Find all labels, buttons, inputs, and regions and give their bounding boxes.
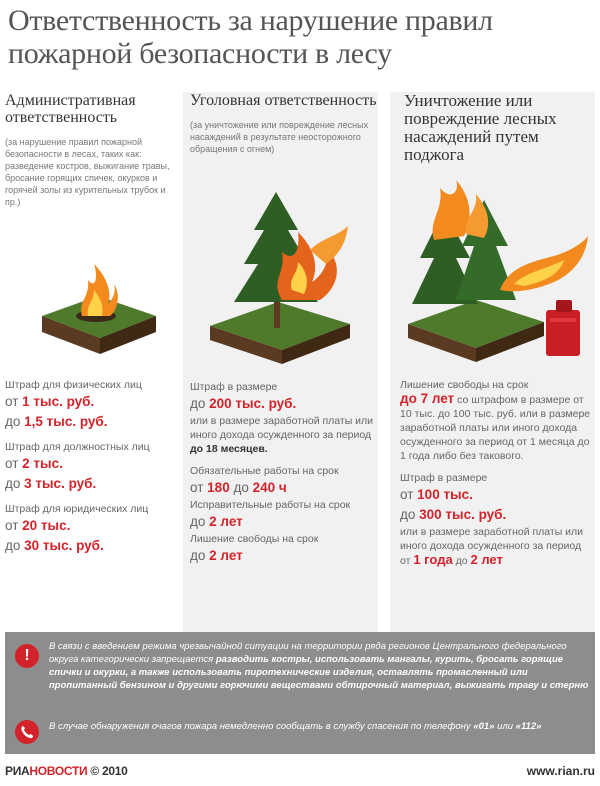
ria-novosti-logo [5,760,127,782]
mandatory-to: 240 ч [252,480,287,495]
column-arson [398,92,594,174]
campfire-illustration [38,258,158,368]
fine-to: 300 тыс. руб. [419,507,507,522]
fine-label: Штраф в размере [400,472,488,484]
arson-penalties [400,378,592,568]
to-word: до [5,476,21,491]
to-word: до [190,514,206,529]
column-criminal [190,92,380,161]
column-administrative [5,92,177,214]
column-title: Уничтожение или повреждение лесных насаждений путем поджога [404,91,557,164]
prison-rest: со штрафом в размере от 10 тыс. до 100 тыс. руб. или в размере заработной платы или иного дохода осужденного за период от 1 месяца до 1 года либо без такового. [400,394,591,462]
burning-tree-illustration [200,190,365,365]
prison-label: Лишение свободы на срок [190,533,319,545]
phone-text-plain: В случае обнаружения очагов пожара немедленно сообщать в службу спасения по телефону [49,721,471,732]
copyright: © 2010 [90,764,128,778]
to-word: до [190,396,206,411]
from-word: от [5,518,19,533]
from-word: от [5,456,19,471]
mandatory-work-label: Обязательные работы на срок [190,465,339,477]
ban-notice [15,640,589,710]
fine-legal-from: 20 тыс. [22,518,71,533]
logo-novosti: НОВОСТИ [29,764,88,778]
ban-text [49,640,589,692]
logo-ria: РИА [5,764,30,778]
salary-text: или в размере заработной платы или иного дохода осужденного за период [400,526,584,552]
to-word: до [455,555,468,567]
column-title: Уголовная ответственность [190,92,377,109]
phone-or: или [497,721,514,732]
site-link[interactable]: www.rian.ru [526,764,595,778]
fine-physical-from: 1 тыс. руб. [22,394,95,409]
exclamation-icon: ! [15,644,39,668]
fine-label: Штраф в размере [190,381,278,393]
column-note: (за нарушение правил пожарной безопасности в лесах, таких как: разведение костров, выжигание травы, бросание горящих спичек, окурков и горячей золы из курительных трубок и пр.) [5,137,170,207]
fine-officials-to: 3 тыс. руб. [24,476,97,491]
warning-panel [5,632,595,754]
criminal-penalties [190,380,380,566]
to-word: до [5,538,21,553]
corrective-to: 2 лет [209,514,243,529]
corrective-work-label: Исправительные работы на срок [190,499,351,511]
forest-fire-gas-can-illustration [404,180,594,375]
phone-number-112: «112» [515,721,542,732]
administrative-fines [5,378,180,556]
ban-text-plain: В связи с введением режима чрезвычайной ситуации на территории ряда регионов Центрального федерального округа категорически запрещается [49,641,567,665]
column-note: (за уничтожение или повреждение лесных насаждений в результате неосторожного обращения с огнем) [190,120,369,154]
column-title: Административная ответственность [5,92,136,126]
salary-text: или в размере заработной платы или иного дохода осужденного за период [190,415,374,441]
footer [5,760,595,782]
fine-physical-to: 1,5 тыс. руб. [24,414,108,429]
fine-label-legal: Штраф для юридических лиц [5,503,149,515]
to-word: до [190,548,206,563]
to-word: до [400,507,416,522]
from-word: от [5,394,19,409]
page-title: Ответственность за нарушение правил пожарной безопасности в лесу [8,4,493,70]
phone-text [49,720,589,733]
prison-to: 2 лет [209,548,243,563]
salary-period: до 18 месяцев. [190,443,268,455]
to-word: до [233,480,249,495]
mandatory-from: 180 [207,480,230,495]
fine-amount: 200 тыс. руб. [209,396,297,411]
fine-label-physical: Штраф для физических лиц [5,379,142,391]
to-word: до [5,414,21,429]
fine-from: 100 тыс. [417,487,473,502]
period-to: 2 лет [470,552,503,567]
from-word: от [400,555,411,567]
period-from: 1 года [413,552,453,567]
prison-term: до 7 лет [400,391,455,406]
phone-number-01: «01» [473,721,495,732]
phone-notice [15,718,585,748]
from-word: от [400,487,414,502]
from-word: от [190,480,204,495]
prison-label: Лишение свободы на срок [400,379,529,391]
fine-label-officials: Штраф для должностных лиц [5,441,150,453]
fine-legal-to: 30 тыс. руб. [24,538,104,553]
phone-icon [15,720,39,744]
ban-text-bold: разводить костры, использовать мангалы, курить, бросать горящие спички и окурки, а также использовать пиротехнические изделия, оставлять промасленный или пропитанный бензином и другими горючими веществами обтирочный материал, выжигать траву и стерню [49,654,589,691]
fine-officials-from: 2 тыс. [22,456,63,471]
